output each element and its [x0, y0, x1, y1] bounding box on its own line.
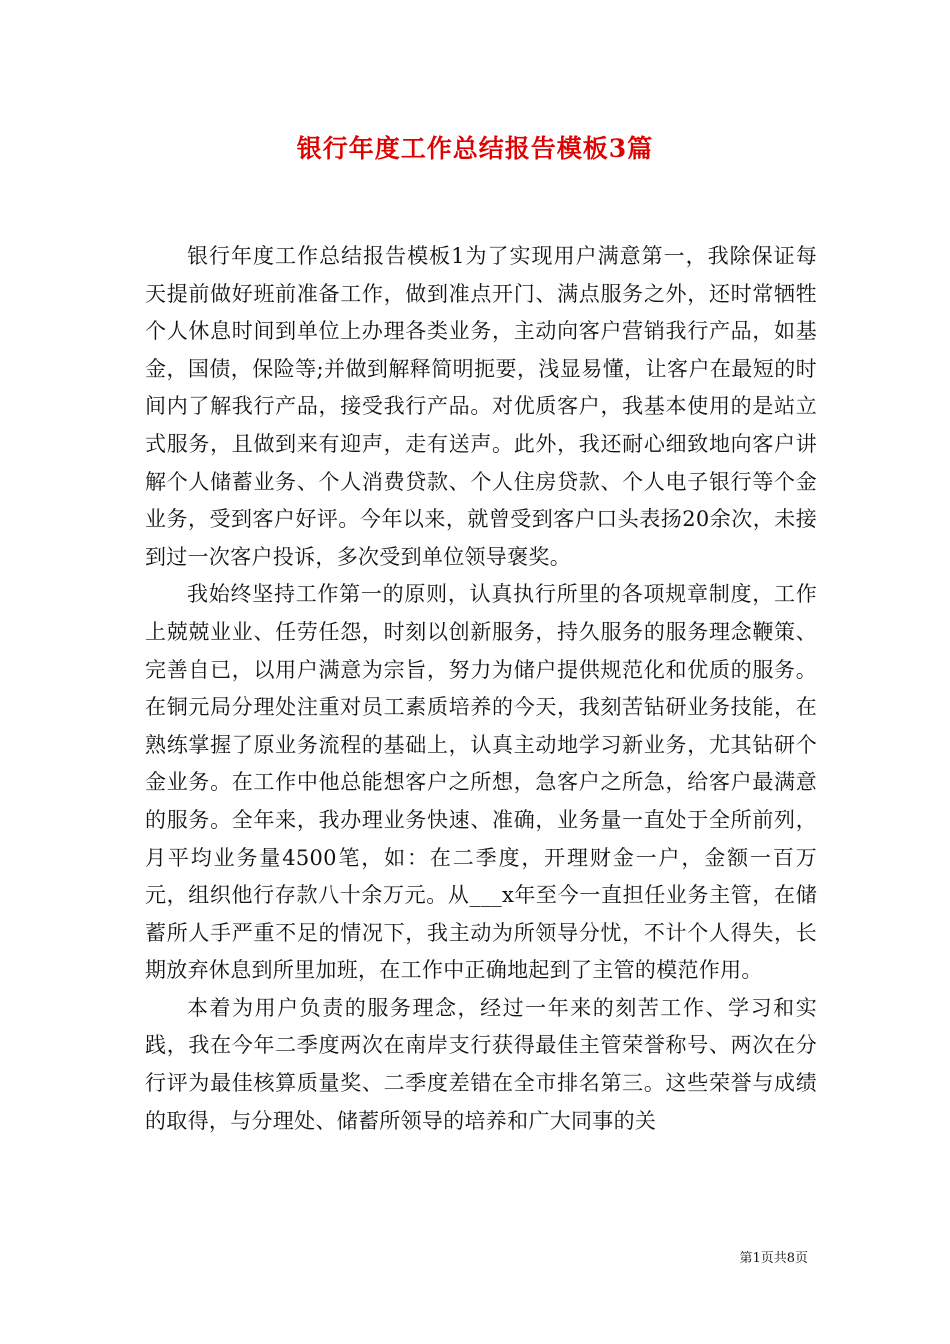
- document-title: 银行年度工作总结报告模板3篇: [296, 134, 654, 163]
- paragraph-2: 我始终坚持工作第一的原则，认真执行所里的各项规章制度，工作上兢兢业业、任劳任怨，时刻以创新服务，持久服务的服务理念鞭策、完善自已，以用户满意为宗旨，努力为储户提供规范化和优质的服务。在铜元局分理处注重对员工素质培养的今天，我刻苦钻研业务技能，在熟练掌握了原业务流程的基础上，认真主动地学习新业务，尤其钻研个金业务。在工作中他总能想客户之所想，急客户之所急，给客户最满意的服务。全年来，我办理业务快速、准确，业务量一直处于全所前列，月平均业务量4500笔，如：在二季度，开理财金一户，金额一百万元，组织他行存款八十余万元。从___x年至今一直担任业务主管，在储蓄所人手严重不足的情况下，我主动为所领导分忧，不计个人得失，长期放弃休息到所里加班，在工作中正确地起到了主管的模范作用。: [145, 582, 817, 983]
- paragraph-1: 银行年度工作总结报告模板1为了实现用户满意第一，我除保证每天提前做好班前准备工作，做到准点开门、满点服务之外，还时常牺牲个人休息时间到单位上办理各类业务，主动向客户营销我行产品，如基金，国债，保险等;并做到解释简明扼要，浅显易懂，让客户在最短的时间内了解我行产品，接受我行产品。对优质客户，我基本使用的是站立式服务，且做到来有迎声，走有送声。此外，我还耐心细致地向客户讲解个人储蓄业务、个人消费贷款、个人住房贷款、个人电子银行等个金业务，受到客户好评。今年以来，就曾受到客户口头表扬20余次，未接到过一次客户投诉，多次受到单位领导褒奖。: [145, 244, 817, 569]
- paragraph-3: 本着为用户负责的服务理念，经过一年来的刻苦工作、学习和实践，我在今年二季度两次在南岸支行获得最佳主管荣誉称号、两次在分行评为最佳核算质量奖、二季度差错在全市排名第三。这些荣誉与成绩的取得，与分理处、储蓄所领导的培养和广大同事的关: [145, 995, 817, 1133]
- page-number: 第1页共8页: [739, 1251, 808, 1266]
- document-body: [145, 238, 817, 1140]
